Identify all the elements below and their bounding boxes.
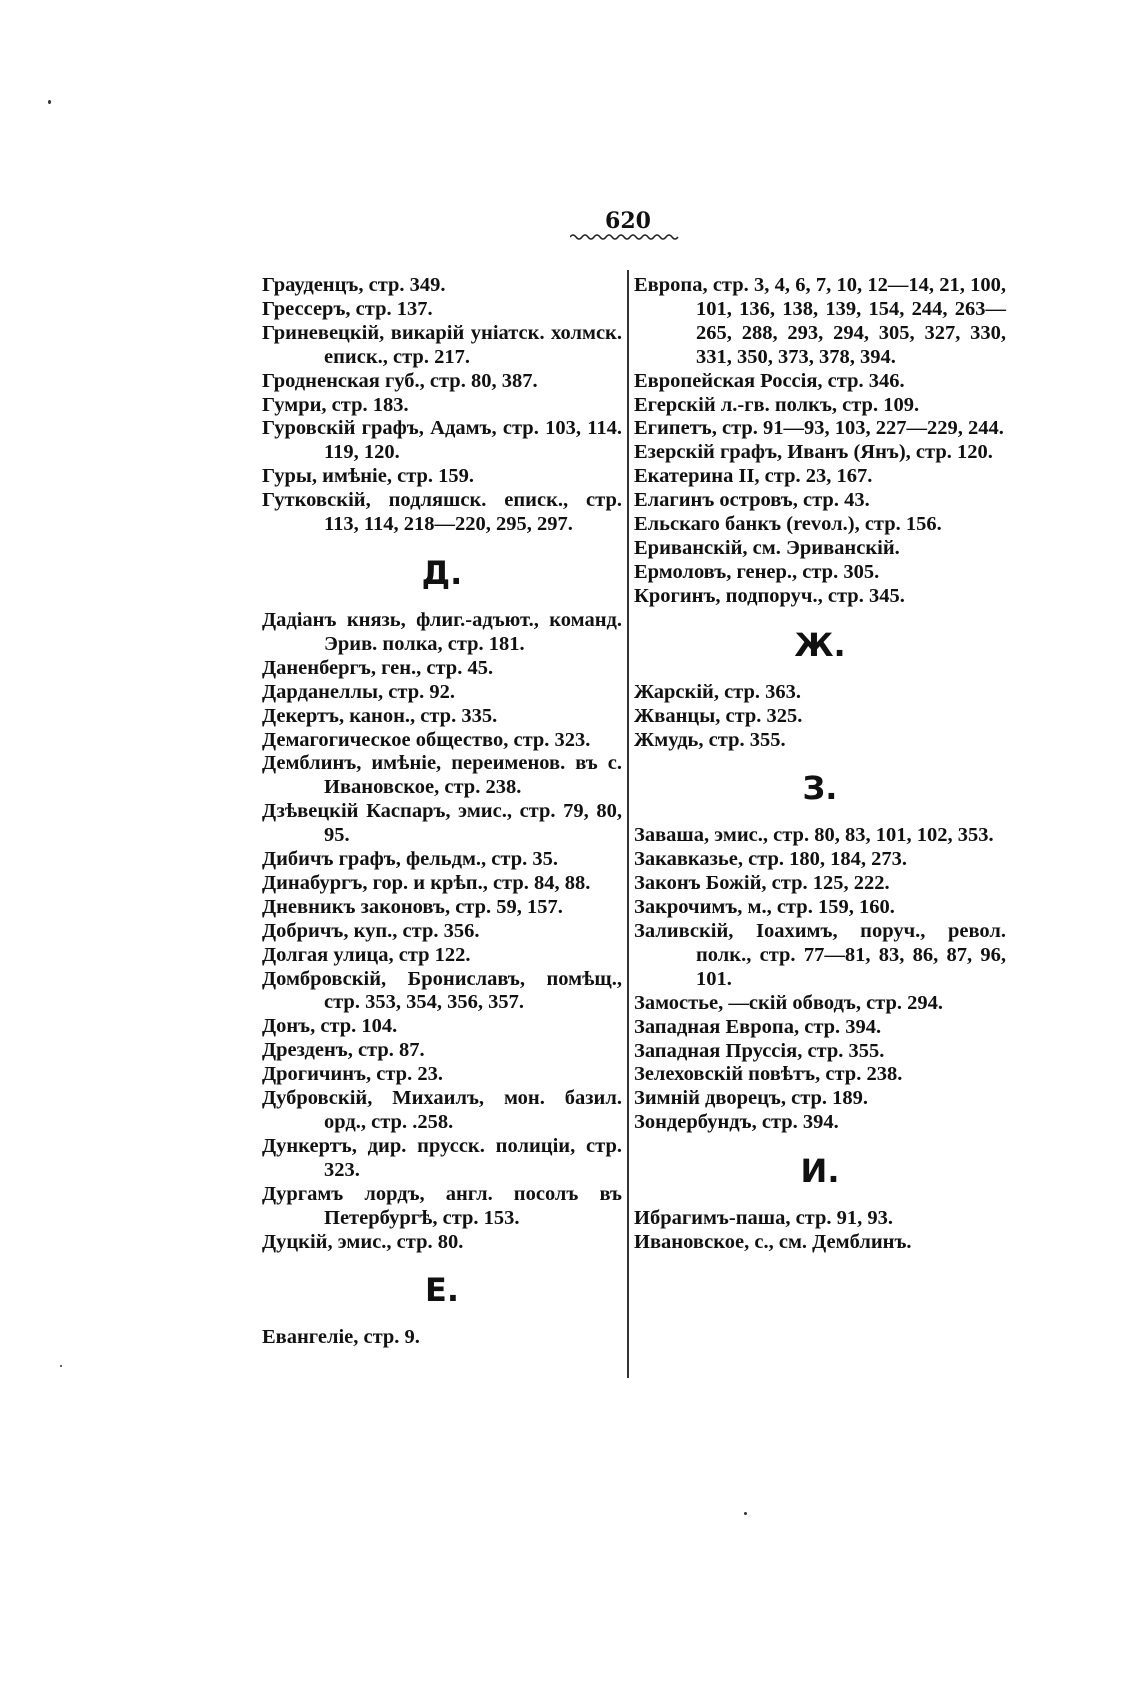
index-entry: Егерскій л.-гв. полкъ, стр. 109. — [634, 393, 920, 416]
index-entry: Езерскій графъ, Иванъ (Янъ), стр. 120. — [634, 441, 993, 464]
index-entry: Жарскій, стр. 363. — [634, 680, 802, 703]
index-entry: Дургамъ лордъ, англ. посолъ въ Петербургѣ, стр. 153. — [262, 1182, 622, 1229]
right-column — [634, 274, 1006, 1255]
left-column — [262, 274, 622, 1350]
index-entry: Домбровскій, Брониславъ, помѣщ., стр. 353, 354, 356, 357. — [262, 967, 622, 1014]
index-entry: Зимній дворецъ, стр. 189. — [634, 1087, 869, 1110]
index-entry: Гриневецкій, викарій уніатск. холмск. еписк., стр. 217. — [262, 321, 622, 368]
page-number: 620 — [605, 208, 651, 234]
index-entry: Жмудь, стр. 355. — [634, 728, 786, 751]
index-entry: Гуровскій графъ, Адамъ, стр. 103, 114. 119, 120. — [262, 417, 622, 464]
index-entry: Гутковскій, подляшск. еписк., стр. 113, 114, 218—220, 295, 297. — [262, 489, 622, 536]
index-entry: Грауденцъ, стр. 349. — [262, 274, 446, 296]
index-entry: Европа, стр. 3, 4, 6, 7, 10, 12—14, 21, 100, 101, 136, 138, 139, 154, 244, 263—265, 288, 293, 294, 305, 327, 330, 331, 350, 373, 378, 394. — [634, 274, 1006, 368]
index-entry: Дубровскій, Михаилъ, мон. базил. орд., стр. .258. — [262, 1087, 622, 1133]
section-e — [262, 1326, 622, 1350]
index-entry: Декертъ, канон., стр. 335. — [262, 704, 498, 727]
index-entry: Гуры, имѣніе, стр. 159. — [262, 465, 475, 488]
section-heading-zh: Ж. — [794, 625, 846, 664]
scan-speck — [60, 1365, 62, 1367]
section-heading-e: Е. — [424, 1271, 459, 1310]
page-number-ornament — [570, 232, 680, 242]
index-entry: Заливскій, Іоахимъ, поруч., револ. полк., стр. 77—81, 83, 86, 87, 96, 101. — [634, 920, 1006, 990]
section-zh — [634, 681, 1006, 753]
section-heading-i: И. — [800, 1152, 840, 1191]
index-entry: Закрочимъ, м., стр. 159, 160. — [634, 896, 895, 919]
index-entry: Даненбергъ, ген., стр. 45. — [262, 656, 494, 679]
index-entry: Замостье, —скій обводъ, стр. 294. — [634, 991, 944, 1014]
index-entry: Дуцкій, эмис., стр. 80. — [262, 1230, 464, 1253]
index-entry: Динабургъ, гор. и крѣп., стр. 84, 88. — [262, 871, 591, 894]
index-entry: Грессеръ, стр. 137. — [262, 297, 433, 320]
index-entry: Заваша, эмис., стр. 80, 83, 101, 102, 353. — [634, 824, 994, 847]
section-heading-z: З. — [802, 769, 838, 808]
section-heading-d: Д. — [421, 553, 463, 592]
index-entry: Ермоловъ, генер., стр. 305. — [634, 560, 880, 583]
column-divider — [627, 270, 629, 1378]
index-entry: Зондербундъ, стр. 394. — [634, 1111, 839, 1134]
index-entry: Дарданеллы, стр. 92. — [262, 680, 455, 703]
index-entry: Крогинъ, подпоруч., стр. 345. — [634, 584, 905, 607]
index-entry: Законъ Божій, стр. 125, 222. — [634, 872, 890, 895]
index-entry: Ивановское, с., см. Демблинъ. — [634, 1231, 912, 1254]
index-entry: Дибичъ графъ, фельдм., стр. 35. — [262, 848, 558, 871]
scan-speck — [48, 100, 51, 104]
index-entry: Западная Европа, стр. 394. — [634, 1015, 882, 1038]
index-entry: Ериванскій, см. Эриванскій. — [634, 536, 900, 559]
index-entry: Египетъ, стр. 91—93, 103, 227—229, 244. — [634, 417, 1004, 440]
section-z — [634, 824, 1006, 1135]
index-entry: Закавказье, стр. 180, 184, 273. — [634, 848, 908, 871]
index-entry: Долгая улица, стр 122. — [262, 943, 471, 966]
scan-speck — [744, 1512, 747, 1515]
section-e-continued — [634, 274, 1006, 609]
index-entry: Екатерина II, стр. 23, 167. — [634, 465, 873, 488]
index-entry: Зелеховскій повѣтъ, стр. 238. — [634, 1063, 903, 1086]
index-entry: Дункертъ, дир. прусск. полиціи, стр. 323. — [262, 1134, 622, 1181]
index-entry: Дадіанъ князь, флиг.-адъют., команд. Эрив. полка, стр. 181. — [262, 608, 622, 655]
index-entry: Елагинъ островъ, стр. 43. — [634, 489, 870, 512]
index-entry: Дрезденъ, стр. 87. — [262, 1039, 425, 1062]
index-entry: Донъ, стр. 104. — [262, 1015, 398, 1038]
index-entry: Дневникъ законовъ, стр. 59, 157. — [262, 895, 563, 918]
index-entry: Демагогическое общество, стр. 323. — [262, 728, 591, 751]
index-entry: Ельскаго банкъ (revол.), стр. 156. — [634, 513, 942, 536]
index-entry: Жванцы, стр. 325. — [634, 704, 803, 727]
index-entry: Ибрагимъ-паша, стр. 91, 93. — [634, 1207, 894, 1230]
section-i — [634, 1207, 1006, 1255]
index-entry: Дрогичинъ, стр. 23. — [262, 1063, 443, 1086]
index-entry: Евангеліе, стр. 9. — [262, 1326, 420, 1349]
index-entry: Гумри, стр. 183. — [262, 393, 409, 416]
section-d — [262, 609, 622, 1254]
index-entry: Дзѣвецкій Каспаръ, эмис., стр. 79, 80, 95. — [262, 800, 622, 847]
section-g — [262, 274, 622, 537]
index-entry: Гродненская губ., стр. 80, 387. — [262, 369, 538, 392]
index-entry: Демблинъ, имѣніе, переименов. въ с. Ивановское, стр. 238. — [262, 752, 622, 799]
index-entry: Западная Пруссія, стр. 355. — [634, 1039, 885, 1062]
index-entry: Европейская Россія, стр. 346. — [634, 369, 905, 392]
index-entry: Добричъ, куп., стр. 356. — [262, 919, 480, 942]
